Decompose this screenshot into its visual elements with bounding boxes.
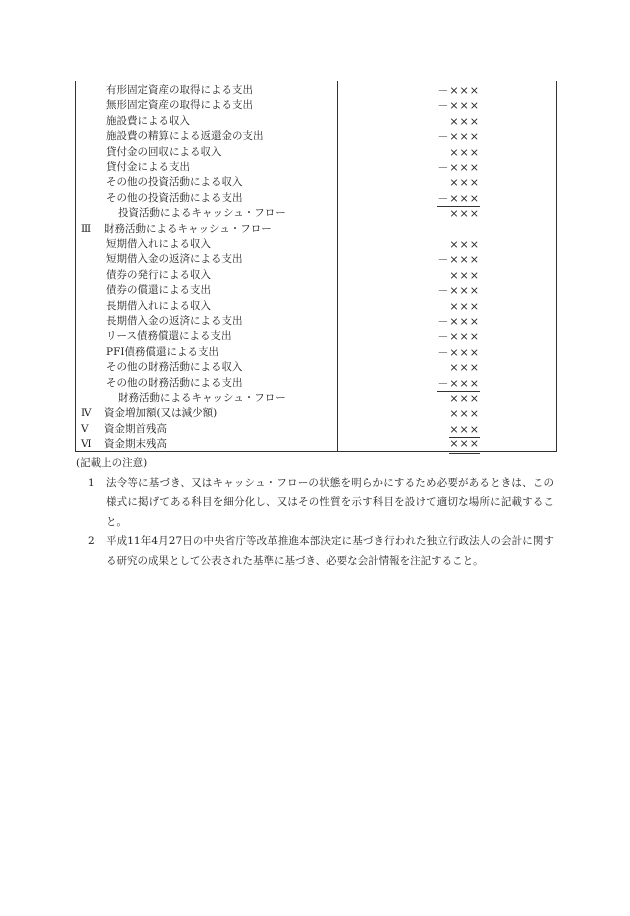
row-amount: －××× (437, 345, 480, 359)
row-label: 施設費による収入 (106, 114, 190, 127)
row-label: 投資活動によるキャッシュ・フロー (118, 207, 286, 220)
row-label: 短期借入れによる収入 (106, 238, 211, 250)
row-label: PFI債務償還による支出 (106, 345, 219, 358)
statement-row (76, 391, 558, 406)
statement-row (76, 345, 558, 360)
row-amount: ××× (449, 238, 480, 251)
row-amount: ××× (449, 407, 480, 421)
statement-row (76, 98, 558, 113)
row-label: 債券の発行による収入 (106, 268, 211, 281)
statement-row (76, 83, 558, 98)
section-numeral: Ⅵ (81, 438, 92, 451)
section-numeral: Ⅴ (81, 422, 89, 435)
cash-flow-statement-table (75, 81, 557, 452)
row-amount: ××× (449, 422, 480, 438)
note-number: 1 (88, 476, 95, 489)
row-amount: ××× (449, 207, 480, 221)
row-label: その他の投資活動による支出 (106, 191, 243, 204)
statement-row (76, 268, 558, 283)
statement-row (76, 422, 558, 437)
note-text: 法令等に基づき、又はキャッシュ・フローの状態を明らかにするため必要があるときは、この様式に掲げてある科目を細分化し、又はその性質を示す科目を設けて適切な場所に記載すること。 (106, 476, 554, 528)
statement-row (76, 252, 558, 267)
row-amount: ××× (449, 299, 480, 313)
row-label: 資金期首残高 (104, 422, 167, 435)
row-amount: －××× (437, 284, 480, 298)
row-label: 長期借入れによる収入 (106, 299, 211, 312)
row-label: 財務活動によるキャッシュ・フロー (104, 222, 272, 235)
statement-row (76, 175, 558, 190)
row-label: 資金期末残高 (104, 438, 167, 451)
row-amount: ××× (449, 392, 480, 405)
notes-title: (記載上の注意) (76, 457, 148, 469)
statement-row (76, 283, 558, 298)
statement-row (76, 160, 558, 175)
row-amount: －××× (437, 130, 480, 144)
statement-row (76, 129, 558, 144)
row-label: 債券の償還による支出 (106, 284, 211, 297)
statement-row (76, 237, 558, 252)
row-label: 資金増加額(又は減少額) (104, 407, 218, 420)
row-label: その他の財務活動による収入 (106, 361, 243, 374)
row-label: 短期借入金の返済による支出 (106, 253, 243, 266)
statement-row (76, 376, 558, 391)
row-amount: ××× (449, 268, 480, 282)
statement-row (76, 191, 558, 206)
row-label: その他の財務活動による支出 (106, 376, 243, 389)
statement-row (76, 206, 558, 221)
row-amount: －××× (437, 315, 480, 328)
statement-row (76, 114, 558, 129)
statement-row (76, 329, 558, 344)
statement-row (76, 360, 558, 375)
row-label: その他の投資活動による収入 (106, 176, 243, 189)
row-amount: ××× (449, 176, 480, 190)
statement-row (76, 222, 558, 237)
section-numeral: Ⅳ (81, 407, 92, 420)
row-label: 無形固定資産の取得による支出 (106, 99, 253, 112)
row-amount: －××× (437, 191, 480, 207)
row-amount: ××× (449, 361, 480, 375)
row-amount: ××× (449, 114, 480, 128)
statement-row (76, 145, 558, 160)
statement-row (76, 314, 558, 329)
row-label: リース債務償還による支出 (106, 330, 232, 343)
row-label: 財務活動によるキャッシュ・フロー (118, 392, 286, 404)
row-label: 有形固定資産の取得による支出 (106, 84, 253, 96)
row-label: 長期借入金の返済による支出 (106, 315, 243, 327)
note-item (76, 474, 554, 533)
row-amount: －××× (437, 330, 480, 344)
row-amount: －××× (437, 161, 480, 174)
row-amount: －××× (437, 253, 480, 267)
statement-row (76, 437, 558, 452)
notes-section (76, 454, 554, 571)
row-label: 貸付金による支出 (106, 161, 190, 173)
statement-row (76, 406, 558, 421)
note-number: 2 (88, 535, 95, 547)
statement-row (76, 299, 558, 314)
row-amount: －××× (437, 84, 480, 97)
row-label: 施設費の精算による返還金の支出 (106, 130, 264, 143)
note-item (76, 532, 554, 571)
note-text: 平成11年4月27日の中央省庁等改革推進本部決定に基づき行われた独立行政法人の会計に関する研究の成果として公表された基準に基づき、必要な会計情報を注記すること。 (106, 535, 554, 567)
row-amount: －××× (437, 376, 480, 392)
row-amount: ××× (449, 437, 480, 454)
row-amount: －××× (437, 99, 480, 113)
row-amount: ××× (449, 145, 480, 159)
section-numeral: Ⅲ (81, 222, 92, 235)
row-label: 貸付金の回収による収入 (106, 145, 222, 158)
